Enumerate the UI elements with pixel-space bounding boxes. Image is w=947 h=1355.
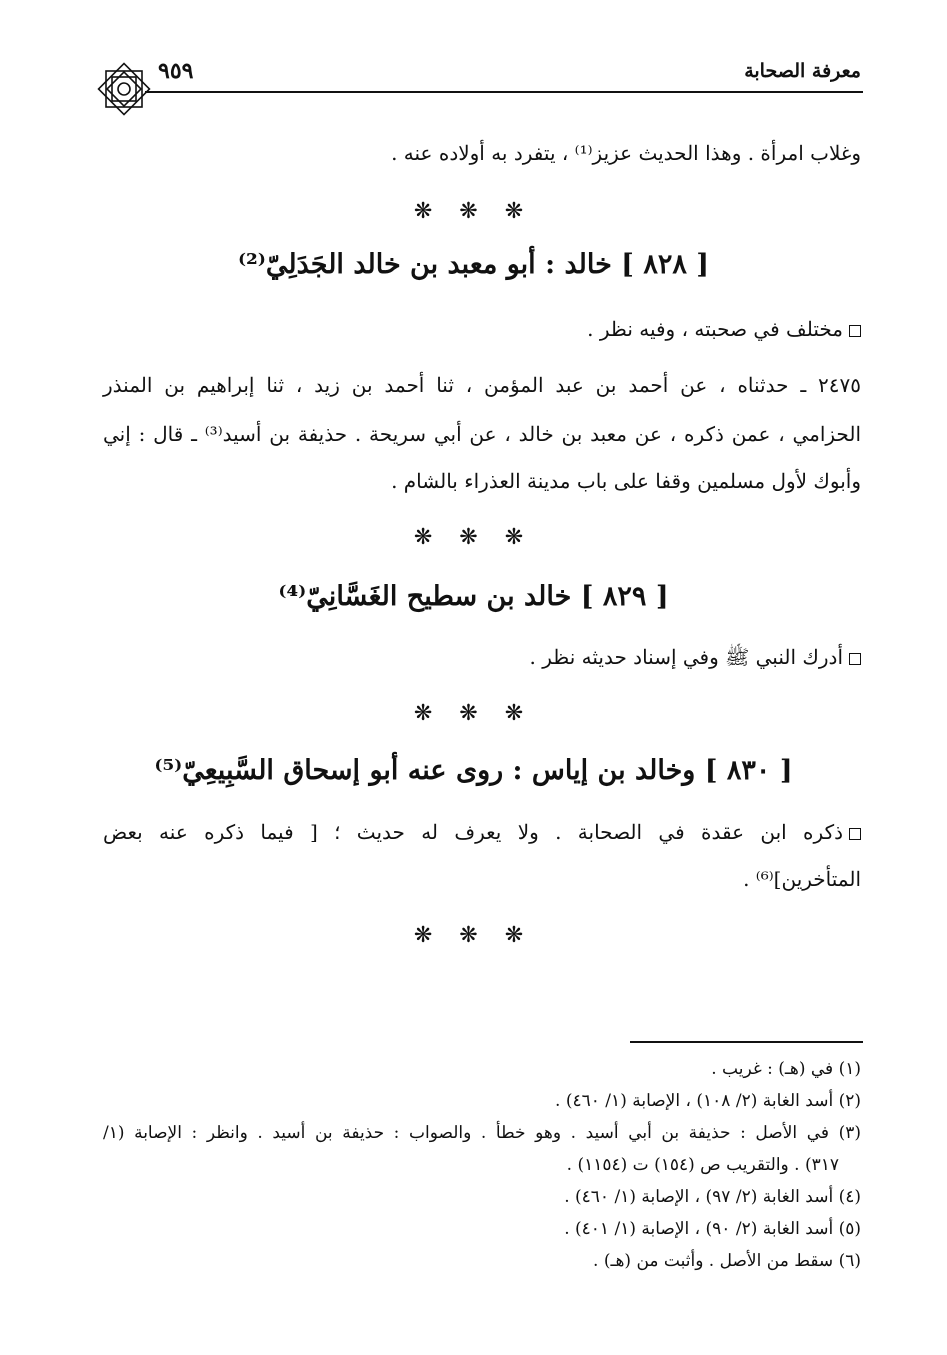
entry-heading-828: [ ٨٢٨ ] خالد : أبو معبد بن خالد الجَدَلِيّ⁽²⁾ xyxy=(237,249,710,280)
hadith-line: ٢٤٧٥ ـ حدثناه ، عن أحمد بن عبد المؤمن ، ثنا أحمد بن زيد ، ثنا إبراهيم بن المنذر xyxy=(103,373,861,397)
footnote-2: (٢) أسد الغابة (٢/ ١٠٨) ، الإصابة (١/ ٤٦٠) . xyxy=(555,1091,861,1111)
note-line-828 xyxy=(587,317,861,341)
square-bullet-icon xyxy=(849,828,861,840)
square-bullet-icon xyxy=(849,653,861,665)
paragraph-line: وغلاب امرأة . وهذا الحديث عزيز⁽¹⁾ ، يتفرد به أولاده عنه . xyxy=(391,141,861,165)
section-divider: ❋ ❋ ❋ xyxy=(413,923,534,948)
hadith-line: وأبوك لأول مسلمين وقفا على باب مدينة العذراء بالشام . xyxy=(391,469,861,493)
square-bullet-icon xyxy=(849,325,861,337)
section-divider: ❋ ❋ ❋ xyxy=(413,199,534,224)
running-title: معرفة الصحابة xyxy=(744,60,861,82)
footnote-4: (٤) أسد الغابة (٢/ ٩٧) ، الإصابة (١/ ٤٦٠) . xyxy=(564,1187,861,1207)
footnote-6: (٦) سقط من الأصل . وأثبت من (هـ) . xyxy=(593,1251,861,1271)
note-line-830-cont: المتأخرين]⁽⁶⁾ . xyxy=(743,867,861,891)
note-text: ذكره ابن عقدة في الصحابة . ولا يعرف له حديث ؛ [ فيما ذكره عنه بعض xyxy=(103,820,843,844)
footnote-3-cont: ٣١٧) . والتقريب ص (١٥٤) ت (١١٥٤) . xyxy=(566,1155,839,1175)
note-line-830 xyxy=(103,820,861,844)
note-text: أدرك النبي ﷺ وفي إسناد حديثه نظر . xyxy=(529,645,843,669)
note-line-829 xyxy=(530,645,861,674)
footnote-1: (١) في (هـ) : غريب . xyxy=(711,1059,861,1079)
entry-heading-829: [ ٨٢٩ ] خالد بن سطيح الغَسَّانِيّ⁽⁴⁾ xyxy=(278,581,669,612)
section-divider: ❋ ❋ ❋ xyxy=(413,525,534,550)
header-rule xyxy=(145,91,863,93)
ornament-icon xyxy=(92,57,156,121)
section-divider: ❋ ❋ ❋ xyxy=(413,701,534,726)
footnote-rule xyxy=(630,1041,863,1043)
note-text: مختلف في صحبته ، وفيه نظر . xyxy=(587,317,843,341)
entry-heading-830: [ ٨٣٠ ] وخالد بن إياس : روى عنه أبو إسحاق السَّبِيعِيّ⁽⁵⁾ xyxy=(154,755,793,786)
page-number: ٩٥٩ xyxy=(158,58,194,84)
footnote-3: (٣) في الأصل : حذيفة بن أبي أسيد . وهو خطأ . والصواب : حذيفة بن أسيد . وانظر : الإصابة (١/ xyxy=(103,1123,861,1143)
footnote-5: (٥) أسد الغابة (٢/ ٩٠) ، الإصابة (١/ ٤٠١) . xyxy=(564,1219,861,1239)
hadith-line: الحزامي ، عمن ذكره ، عن معبد بن خالد ، عن أبي سريحة . حذيفة بن أسيد⁽³⁾ ـ قال : إني xyxy=(103,422,861,446)
